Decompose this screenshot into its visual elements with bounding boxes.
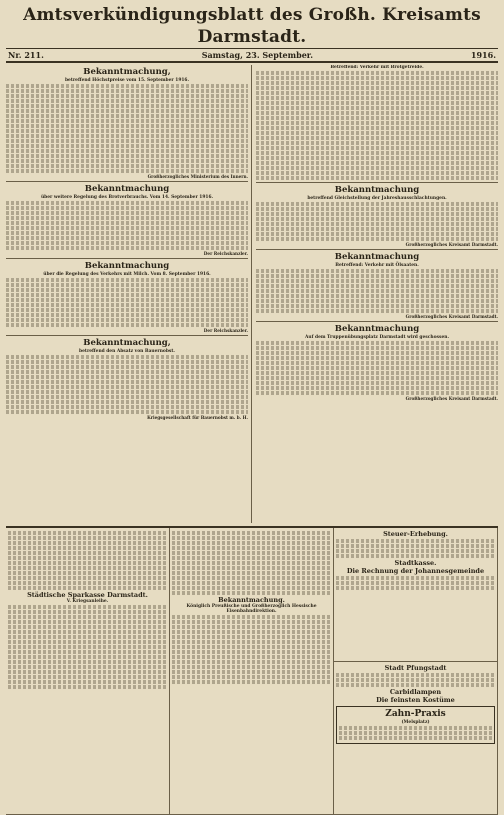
issue-year: 1916.: [470, 50, 496, 60]
right-notice-2-body: [256, 202, 498, 241]
notice-2-subtitle: über weitere Regelung des Brotverbrauchs. Vom 14. September 1916.: [40, 195, 214, 200]
right-notice-4-title: Bekanntmachung: [334, 324, 420, 334]
right-notice-4-body: [256, 341, 498, 395]
ad-steuer-title: Steuer-Erhebung.: [383, 530, 448, 538]
ad-zahnpraxis: [336, 706, 495, 744]
left-column: [6, 65, 252, 523]
notice-4-signature: Kriegsgesellschaft für Bauernobst m. b. H.: [147, 415, 248, 420]
ad-kostueme-title: Die feinsten Kostüme: [376, 696, 455, 704]
ad-pfungstadt: [334, 662, 498, 815]
notice-4-title: Bekanntmachung,: [83, 338, 171, 348]
dateline: [6, 49, 498, 63]
right-column: [256, 65, 498, 523]
ad-carbid-title: Carbidlampen: [389, 688, 442, 696]
notice-2-title: Bekanntmachung: [84, 184, 170, 194]
ad-steuer: [334, 528, 498, 662]
right-notice-2-title: Bekanntmachung: [334, 185, 420, 195]
ad-sparkasse-subtitle: V. Kriegsanleihe.: [66, 599, 109, 604]
notice-3-subtitle: über die Regelung des Verkehrs mit Milch. Vom 8. September 1916.: [43, 272, 211, 277]
right-notice-1-subtitle: Betreffend: Verkehr mit Brotgetreide.: [330, 65, 424, 70]
notice-3-title: Bekanntmachung: [84, 261, 170, 271]
right-notice-3-body: [256, 269, 498, 313]
right-notice-3-title: Bekanntmachung: [334, 252, 420, 262]
right-notice-3-signature: Großherzogliches Kreisamt Darmstadt.: [405, 314, 498, 319]
ad-eisenbahn-body: Königlich Preußische und Großherzoglich Hessische Eisenbahndirektion.: [186, 604, 317, 614]
notice-2-body: [6, 201, 248, 250]
ad-pfungstadt-title: Stadt Pfungstadt: [384, 664, 447, 672]
notice-4-body: [6, 355, 248, 414]
ad-eisenbahn: [170, 528, 334, 815]
notice-1-subtitle: betreffend Höchstpreise vom 15. September 1916.: [64, 78, 190, 83]
right-notice-3-subtitle: Betreffend: Verkehr mit Ölsaaten.: [335, 263, 419, 268]
advertisement-section: [6, 526, 498, 815]
issue-number: Nr. 211.: [8, 50, 44, 60]
right-notice-4-subtitle: Auf dem Truppenübungsplatz Darmstadt wird geschossen.: [305, 335, 449, 340]
ad-eisenbahn-title: Bekanntmachung.: [218, 596, 285, 604]
notice-1-signature: Großherzogliches Ministerium des Innern.: [147, 174, 248, 179]
ad-stadtkasse-title: Stadtkasse.: [394, 559, 437, 567]
right-notice-4-signature: Großherzogliches Kreisamt Darmstadt.: [405, 396, 498, 401]
notice-4-subtitle: betreffend den Absatz von Bauernobst.: [79, 349, 175, 354]
ad-zahnpraxis-subtitle: (Melsplatz): [401, 720, 430, 725]
notice-2-signature: Der Reichskanzler.: [203, 251, 248, 256]
ad-zahnpraxis-title: Zahn-Praxis: [385, 709, 446, 719]
notice-3-body: [6, 278, 248, 327]
notice-3-signature: Der Reichskanzler.: [203, 328, 248, 333]
right-notice-2-signature: Großherzogliches Kreisamt Darmstadt.: [405, 242, 498, 247]
ad-sparkasse: [6, 528, 170, 815]
main-columns: [6, 65, 498, 523]
right-notice-2-subtitle: betreffend Gleichstellung der Jahreshausschlachtungen.: [307, 196, 447, 201]
notice-1-title: Bekanntmachung,: [83, 67, 171, 77]
issue-date: Samstag, 23. September.: [201, 50, 314, 60]
ad-johannes-title: Die Rechnung der Johannesgemeinde: [346, 567, 485, 575]
right-notice-1-body: [256, 71, 498, 180]
ad-sparkasse-title: Städtische Sparkasse Darmstadt.: [27, 591, 148, 599]
masthead: Amtsverkündigungsblatt des Großh. Kreisamts Darmstadt.: [6, 4, 498, 49]
notice-1-body: [6, 84, 248, 173]
